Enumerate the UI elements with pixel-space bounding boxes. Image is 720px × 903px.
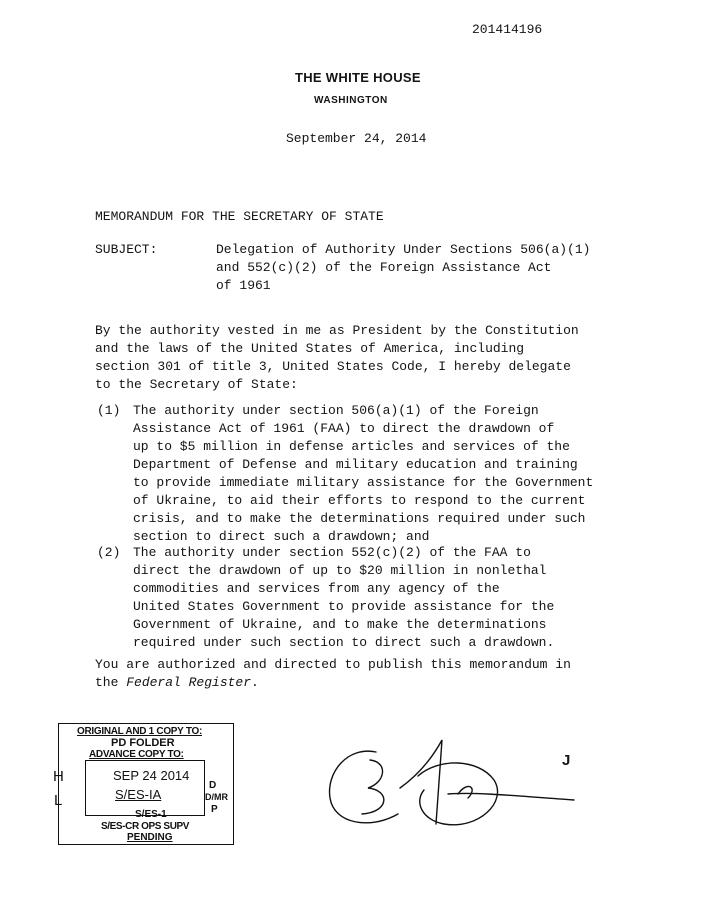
closing-paragraph (95, 656, 571, 692)
stamp-folder: PD FOLDER (111, 737, 175, 749)
routing-stamp (53, 723, 234, 845)
item-1-number: (1) (97, 403, 121, 418)
intro-paragraph: By the authority vested in me as President by the Constitution and the laws of the United States of America, including section 301 of title 3, United States Code, I hereby delegate to the Secretary of State: (95, 323, 579, 392)
stamp-advance-copy: ADVANCE COPY TO: (89, 749, 184, 760)
stamp-handwritten-p: P (211, 804, 218, 815)
subject-label: SUBJECT: (95, 242, 158, 257)
closing-text: You are authorized and directed to publish this memorandum in the (95, 657, 571, 690)
letterhead-title: THE WHITE HOUSE (295, 70, 421, 85)
memo-date: September 24, 2014 (286, 131, 427, 146)
closing-period: . (251, 675, 259, 690)
stamp-escr-ops: S/ES-CR OPS SUPV (101, 821, 190, 832)
item-2-text: The authority under section 552(c)(2) of the FAA to direct the drawdown of up to $20 million in nonlethal commodities and services from any agency of the United States Government to provide assistance for the Government of Ukraine, and to make the determinations required under such section to direct such a drawdown. (133, 545, 555, 650)
stamp-handwritten-initials: D/MR (205, 792, 228, 802)
stamp-original-copy: ORIGINAL AND 1 COPY TO: (77, 726, 202, 737)
document-number: 201414196 (472, 22, 543, 37)
stamp-pending: PENDING (127, 832, 173, 843)
subject-text: Delegation of Authority Under Sections 506(a)(1) and 552(c)(2) of the Foreign Assistance Act of 1961 (216, 242, 591, 293)
item-2-number: (2) (97, 545, 121, 560)
stamp-handwritten-l: L (54, 792, 63, 809)
stamp-es1: S/ES-1 (135, 809, 167, 820)
handwritten-mark-j: J (562, 752, 571, 769)
memo-addressee: MEMORANDUM FOR THE SECRETARY OF STATE (95, 209, 384, 224)
stamp-date: SEP 24 2014 (113, 768, 190, 783)
federal-register-title: Federal Register (126, 675, 252, 690)
stamp-handwritten-d: D (209, 780, 217, 791)
item-1-text: The authority under section 506(a)(1) of the Foreign Assistance Act of 1961 (FAA) to direct the drawdown of up to $5 million in defense articles and services of the Department of Defense and military education and training to provide immediate military assistance for the Government of Ukraine, to aid their efforts to respond to the current crisis, and to make the determinations required under such section to direct such a drawdown; and (133, 403, 594, 544)
stamp-office: S/ES-IA (115, 787, 162, 802)
stamp-handwritten-h: H (53, 768, 64, 785)
presidential-signature (318, 732, 578, 832)
letterhead-city: WASHINGTON (314, 95, 388, 106)
